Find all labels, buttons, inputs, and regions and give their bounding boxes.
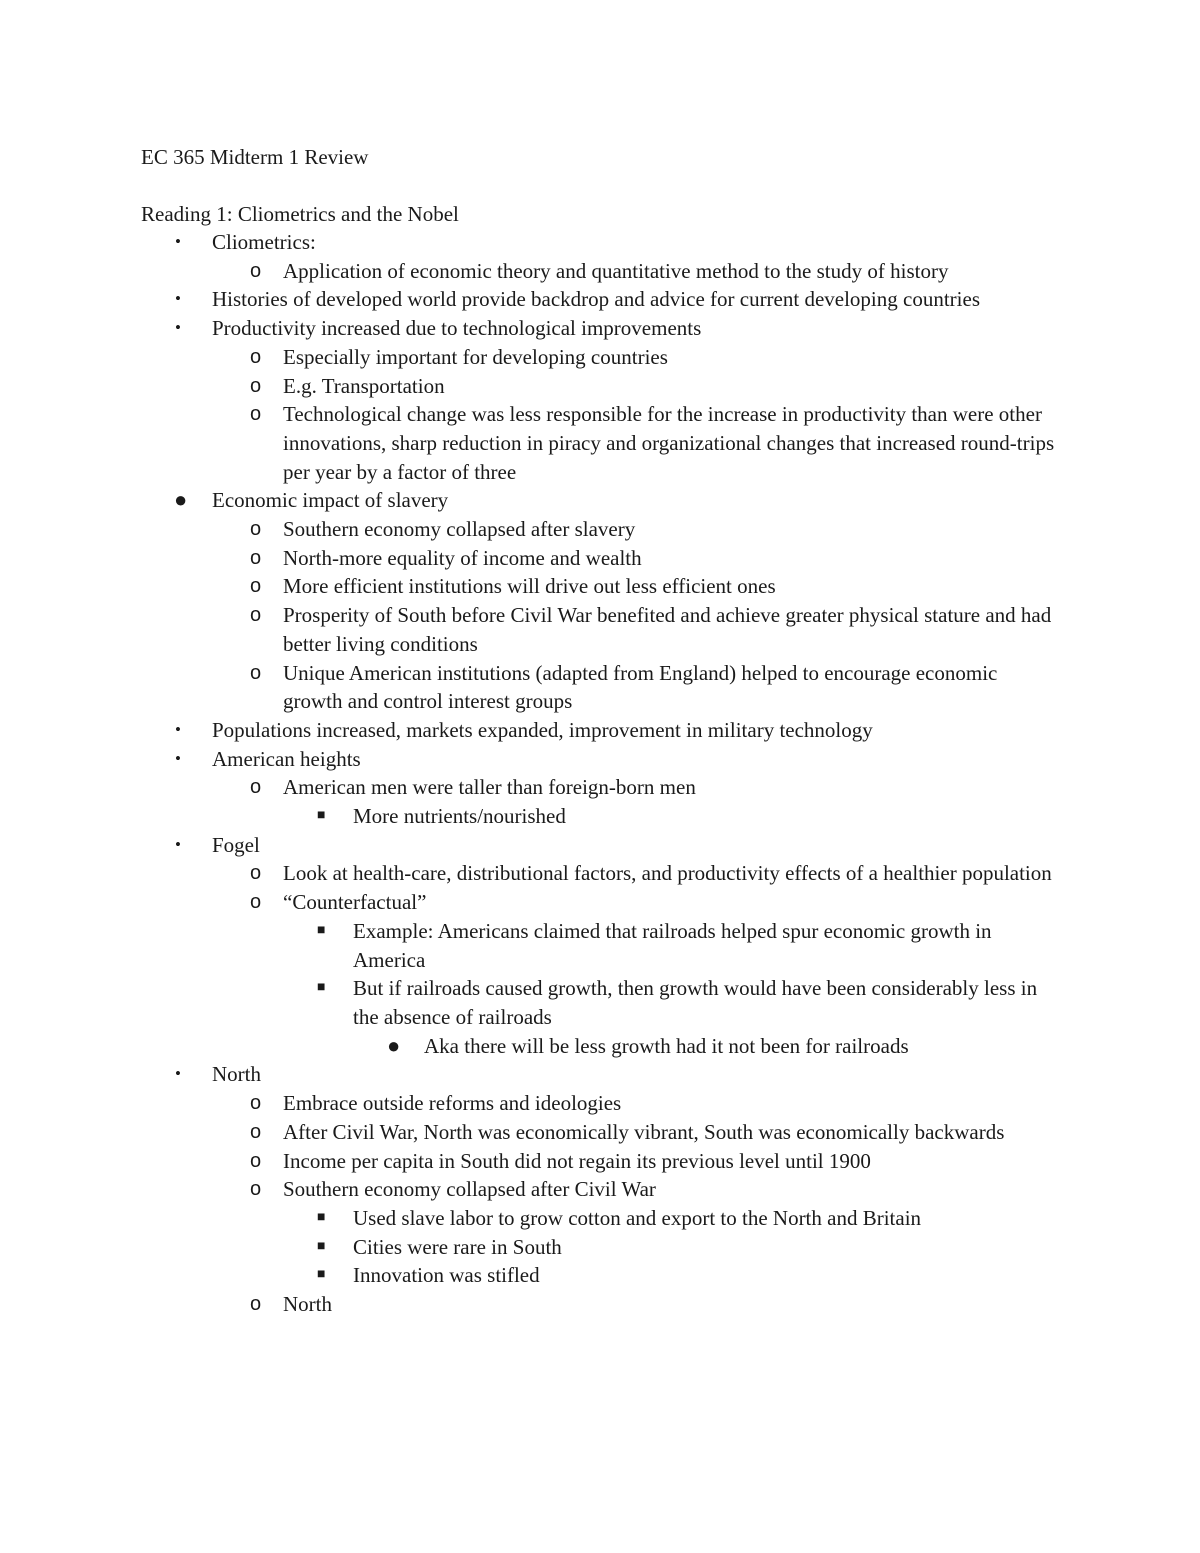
outline-item-text: Aka there will be less growth had it not been for railroads [424, 1033, 909, 1058]
bullet-marker-icon: o [250, 259, 262, 282]
section-heading: Reading 1: Cliometrics and the Nobel [141, 202, 459, 226]
outline-item-text: “Counterfactual” [283, 890, 427, 915]
outline-item-level-2 [250, 544, 1058, 573]
bullet-marker-icon: o [250, 604, 262, 627]
bullet-marker-icon: ● [174, 487, 188, 513]
bullet-outline [0, 228, 1200, 1319]
outline-item-text: After Civil War, North was economically vibrant, South was economically backwards [283, 1119, 1005, 1144]
outline-item-level-3 [317, 1204, 1058, 1233]
bullet-marker-icon: ■ [317, 922, 326, 938]
outline-item-level-4 [387, 1032, 1064, 1061]
outline-item-level-1 [175, 314, 1042, 343]
outline-item-text: Example: Americans claimed that railroads helped spur economic growth in America [353, 918, 992, 972]
outline-item-text: Especially important for developing countries [283, 344, 668, 369]
outline-item-level-3 [317, 1233, 1058, 1262]
outline-item-text: Economic impact of slavery [212, 488, 449, 513]
bullet-marker-icon: ■ [317, 980, 326, 996]
outline-item-text: Productivity increased due to technological improvements [212, 316, 702, 341]
outline-item-text: Southern economy collapsed after Civil War [283, 1177, 656, 1202]
bullet-marker-icon: o [250, 575, 262, 598]
outline-item-text: Look at health-care, distributional factors, and productivity effects of a healthier population [283, 861, 1052, 886]
outline-item-level-1 [175, 1060, 1042, 1089]
bullet-marker-icon: o [250, 1293, 262, 1316]
outline-item-text: Embrace outside reforms and ideologies [283, 1091, 622, 1116]
outline-item-text: American heights [212, 746, 361, 771]
bullet-marker-icon: • [175, 834, 181, 854]
outline-item-level-1 [175, 831, 1042, 860]
bullet-marker-icon: o [250, 518, 262, 541]
bullet-marker-icon: o [250, 374, 262, 397]
outline-item-text: Populations increased, markets expanded, improvement in military technology [212, 717, 873, 742]
outline-item-level-2 [250, 659, 1058, 716]
outline-item-text: More nutrients/nourished [353, 804, 566, 829]
outline-item-level-2 [250, 257, 1058, 286]
outline-item-level-1 [175, 228, 1042, 257]
bullet-marker-icon: o [250, 862, 262, 885]
outline-item-text: But if railroads caused growth, then growth would have been considerably less in the absence of railroads [353, 976, 1038, 1029]
outline-item-level-1 [175, 745, 1042, 774]
outline-item-level-3 [317, 802, 1058, 831]
outline-item-level-2 [250, 1175, 1058, 1204]
bullet-marker-icon: • [175, 1064, 181, 1084]
outline-item-level-1 [175, 285, 1042, 314]
outline-item-text: North [212, 1062, 261, 1087]
bullet-marker-icon: o [250, 1178, 262, 1201]
bullet-marker-icon: • [175, 232, 181, 251]
outline-item-text: Income per capita in South did not regain its previous level until 1900 [283, 1148, 871, 1173]
outline-item-text: Application of economic theory and quantitative method to the study of history [283, 258, 949, 283]
bullet-marker-icon: ● [387, 1032, 401, 1058]
outline-item-text: Southern economy collapsed after slavery [283, 517, 636, 542]
outline-item-level-2 [250, 859, 1058, 888]
bullet-marker-icon: o [250, 1092, 262, 1115]
outline-item-level-3 [317, 917, 1058, 974]
outline-item-level-1 [174, 486, 1042, 515]
bullet-marker-icon: • [175, 719, 181, 739]
bullet-marker-icon: o [250, 661, 262, 684]
outline-item-level-2 [250, 601, 1058, 658]
bullet-marker-icon: o [250, 776, 262, 799]
bullet-marker-icon: o [250, 1120, 262, 1143]
outline-item-text: Innovation was stifled [353, 1263, 540, 1288]
outline-item-level-2 [250, 343, 1058, 372]
bullet-marker-icon: • [175, 318, 181, 338]
outline-item-level-2 [250, 372, 1058, 401]
outline-item-text: Cities were rare in South [353, 1234, 562, 1259]
outline-item-text: Technological change was less responsible for the increase in productivity than were other innovations, sharp reduction in piracy and organizational changes that increased round-trips per year by a factor of three [283, 402, 1055, 484]
outline-item-text: Fogel [212, 832, 260, 857]
outline-item-text: More efficient institutions will drive out less efficient ones [283, 574, 776, 599]
outline-item-text: Cliometrics: [212, 230, 316, 254]
outline-item-level-1 [175, 716, 1042, 745]
bullet-marker-icon: • [175, 289, 181, 309]
bullet-marker-icon: o [250, 403, 262, 426]
outline-item-level-3 [317, 1261, 1058, 1290]
outline-item-level-2 [250, 572, 1058, 601]
outline-item-level-2 [250, 1089, 1058, 1118]
outline-item-level-2 [250, 515, 1058, 544]
outline-item-text: Unique American institutions (adapted from England) helped to encourage economic growth and control interest groups [283, 660, 998, 714]
bullet-marker-icon: ■ [317, 1267, 326, 1283]
outline-item-level-2 [250, 888, 1058, 917]
bullet-marker-icon: o [250, 546, 262, 569]
outline-item-text: Prosperity of South before Civil War benefited and achieve greater physical stature and had better living conditions [283, 603, 1052, 656]
outline-item-text: E.g. Transportation [283, 373, 445, 398]
outline-item-level-2 [250, 1147, 1058, 1176]
document-title: EC 365 Midterm 1 Review [141, 145, 369, 169]
outline-item-text: Histories of developed world provide backdrop and advice for current developing countries [212, 287, 980, 312]
bullet-marker-icon: o [250, 891, 262, 914]
bullet-marker-icon: ■ [317, 1238, 326, 1254]
outline-item-text: Used slave labor to grow cotton and export to the North and Britain [353, 1205, 922, 1230]
outline-item-level-2 [250, 400, 1058, 486]
bullet-marker-icon: • [175, 748, 181, 768]
outline-item-text: North-more equality of income and wealth [283, 545, 642, 570]
bullet-marker-icon: ■ [317, 1209, 326, 1225]
bullet-marker-icon: o [250, 1149, 262, 1172]
bullet-marker-icon: ■ [317, 808, 326, 824]
outline-item-level-2 [250, 1118, 1058, 1147]
outline-item-text: American men were taller than foreign-born men [283, 775, 696, 800]
outline-item-level-3 [317, 974, 1058, 1031]
bullet-marker-icon: o [250, 345, 262, 368]
outline-item-level-2 [250, 1290, 1058, 1319]
outline-item-level-2 [250, 773, 1058, 802]
outline-item-text: North [283, 1292, 332, 1317]
